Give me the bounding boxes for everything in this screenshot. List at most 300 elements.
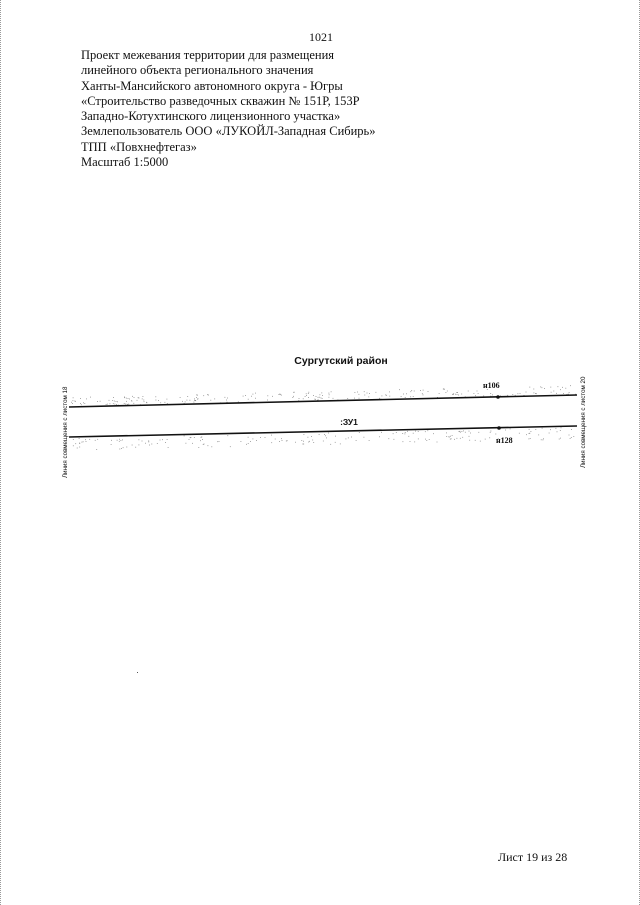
speckle xyxy=(407,431,408,432)
speckle xyxy=(255,398,256,399)
speckle xyxy=(299,398,300,399)
speckle xyxy=(230,446,231,447)
speckle xyxy=(155,396,156,397)
speckle xyxy=(469,436,470,437)
speckle xyxy=(455,394,456,395)
speckle xyxy=(544,388,545,389)
speckle xyxy=(312,440,313,441)
speckle xyxy=(79,447,80,448)
speckle xyxy=(124,397,125,398)
speckle xyxy=(446,433,447,434)
speckle xyxy=(319,397,320,398)
speckle xyxy=(403,394,404,395)
speckle xyxy=(100,401,101,402)
speckle xyxy=(446,392,447,393)
speckle xyxy=(492,395,493,396)
speckle xyxy=(196,395,197,396)
speckle xyxy=(529,439,530,440)
match-line-right-label: Линия совмещения с листом 20 xyxy=(580,376,587,468)
speckle xyxy=(192,443,193,444)
speckle xyxy=(425,439,426,440)
speckle xyxy=(410,441,411,442)
speckle xyxy=(194,437,195,438)
speckle xyxy=(433,433,434,434)
speckle xyxy=(465,432,466,433)
speckle xyxy=(478,393,479,394)
speckle xyxy=(308,437,309,438)
speckle xyxy=(112,400,113,401)
speckle xyxy=(333,398,334,399)
speckle xyxy=(402,433,403,434)
speckle xyxy=(303,444,304,445)
speckle xyxy=(470,433,471,434)
speckle xyxy=(359,432,360,433)
speckle xyxy=(308,393,309,394)
sheet-number-label: Лист 19 из 28 xyxy=(498,850,568,864)
speckle xyxy=(187,400,188,401)
speckle xyxy=(89,439,90,440)
speckle xyxy=(320,394,321,395)
speckle xyxy=(165,442,166,443)
speckle xyxy=(428,391,429,392)
speckle xyxy=(246,444,247,445)
speckle xyxy=(515,395,516,396)
speckle xyxy=(139,398,140,399)
speckle xyxy=(542,387,543,388)
speckle xyxy=(456,392,457,393)
speckle xyxy=(364,395,365,396)
map-drawing xyxy=(1,340,640,490)
speckle xyxy=(110,403,111,404)
speckle xyxy=(324,434,325,435)
speckle xyxy=(423,390,424,391)
speckle xyxy=(405,434,406,435)
speckle xyxy=(308,442,309,443)
speckle xyxy=(194,399,195,400)
speckle xyxy=(427,430,428,431)
speckle xyxy=(571,429,572,430)
title-line: Проект межевания территории для размещения xyxy=(81,48,335,62)
speckle xyxy=(518,393,519,394)
speckle xyxy=(217,441,218,442)
speckle xyxy=(453,393,454,394)
speckle xyxy=(410,396,411,397)
speckle xyxy=(368,397,369,398)
speckle xyxy=(540,387,541,388)
speckle xyxy=(329,393,330,394)
speckle xyxy=(541,439,542,440)
speckle xyxy=(535,429,536,430)
speckle xyxy=(238,402,239,403)
speckle xyxy=(243,396,244,397)
speckle xyxy=(450,436,451,437)
speckle xyxy=(526,392,527,393)
speckle xyxy=(126,401,127,402)
speckle xyxy=(569,392,570,393)
speckle xyxy=(167,403,168,404)
speckle xyxy=(519,433,520,434)
speckle xyxy=(452,394,453,395)
speckle xyxy=(282,440,283,441)
speckle xyxy=(452,435,453,436)
speckle xyxy=(119,439,120,440)
speckle xyxy=(219,441,220,442)
speckle xyxy=(423,395,424,396)
page-number: 1021 xyxy=(309,30,333,44)
speckle xyxy=(468,391,469,392)
speckle xyxy=(71,402,72,403)
district-label: Сургутский район xyxy=(294,355,388,367)
speckle xyxy=(422,393,423,394)
speckle xyxy=(275,439,276,440)
speckle xyxy=(335,442,336,443)
speckle xyxy=(553,391,554,392)
speckle xyxy=(364,437,365,438)
speckle xyxy=(318,400,319,401)
speckle xyxy=(560,430,561,431)
speckle xyxy=(385,395,386,396)
speckle xyxy=(316,396,317,397)
speckle xyxy=(369,440,370,441)
speckle xyxy=(142,399,143,400)
speckle xyxy=(281,395,282,396)
speckle xyxy=(379,436,380,437)
title-line: линейного объекта регионального значения xyxy=(81,63,314,78)
speckle xyxy=(156,400,157,401)
speckle xyxy=(359,398,360,399)
speckle xyxy=(535,393,536,394)
speckle xyxy=(184,436,185,437)
speckle xyxy=(113,403,114,404)
speckle xyxy=(271,435,272,436)
speckle xyxy=(408,436,409,437)
speckle xyxy=(127,404,128,405)
speckle xyxy=(128,404,129,405)
speckle xyxy=(550,429,551,430)
speckle xyxy=(538,435,539,436)
speckle xyxy=(281,438,282,439)
speckle xyxy=(79,443,80,444)
speckle xyxy=(75,443,76,444)
speckle xyxy=(420,390,421,391)
speckle xyxy=(318,397,319,398)
speckle xyxy=(463,431,464,432)
speckle xyxy=(303,398,304,399)
speckle xyxy=(133,403,134,404)
speckle xyxy=(475,440,476,441)
speckle xyxy=(265,437,266,438)
speckle xyxy=(295,442,296,443)
speckle xyxy=(558,386,559,387)
speckle xyxy=(304,434,305,435)
speckle xyxy=(143,400,144,401)
speckle xyxy=(411,390,412,391)
speckle xyxy=(73,397,74,398)
speckle xyxy=(109,400,110,401)
speckle xyxy=(495,434,496,435)
speckle xyxy=(305,396,306,397)
speckle xyxy=(198,447,199,448)
speckle xyxy=(132,445,133,446)
speckle xyxy=(529,429,530,430)
speckle xyxy=(303,441,304,442)
speckle xyxy=(414,442,415,443)
speckle xyxy=(160,402,161,403)
speckle xyxy=(90,397,91,398)
speckle xyxy=(157,443,158,444)
speckle xyxy=(413,433,414,434)
boundary-point-top xyxy=(496,395,500,399)
speckle xyxy=(447,391,448,392)
speckle xyxy=(556,428,557,429)
speckle xyxy=(128,398,129,399)
speckle xyxy=(253,394,254,395)
speckle xyxy=(520,393,521,394)
speckle xyxy=(311,436,312,437)
speckle xyxy=(437,442,438,443)
speckle xyxy=(143,396,144,397)
speckle xyxy=(561,427,562,428)
speckle xyxy=(418,439,419,440)
speckle xyxy=(563,393,564,394)
speckle xyxy=(287,440,288,441)
speckle xyxy=(250,441,251,442)
speckle xyxy=(132,401,133,402)
speckle xyxy=(132,396,133,397)
speckle xyxy=(256,440,257,441)
speckle xyxy=(457,438,458,439)
speckle xyxy=(202,439,203,440)
speckle xyxy=(144,401,145,402)
speckle xyxy=(418,431,419,432)
speckle xyxy=(85,439,86,440)
speckle xyxy=(449,437,450,438)
title-line: Ханты-Мансийского автономного округа - Югры xyxy=(81,78,343,93)
speckle xyxy=(571,437,572,438)
speckle xyxy=(160,440,161,441)
speckle xyxy=(260,437,261,438)
speckle xyxy=(301,440,302,441)
speckle xyxy=(72,403,73,404)
speckle xyxy=(490,393,491,394)
speckle xyxy=(80,398,81,399)
speckle xyxy=(123,447,124,448)
speckle xyxy=(560,389,561,390)
speckle xyxy=(139,445,140,446)
speckle xyxy=(82,442,83,443)
speckle xyxy=(533,389,534,390)
speckle xyxy=(84,403,85,404)
parcel-label: :ЗУ1 xyxy=(340,417,358,427)
speckle xyxy=(197,399,198,400)
speckle xyxy=(267,400,268,401)
speckle xyxy=(73,445,74,446)
speckle xyxy=(139,439,140,440)
speckle xyxy=(394,439,395,440)
speckle xyxy=(491,431,492,432)
speckle xyxy=(180,397,181,398)
speckle xyxy=(426,440,427,441)
speckle xyxy=(271,442,272,443)
speckle xyxy=(357,392,358,393)
speckle xyxy=(245,395,246,396)
speckle xyxy=(148,442,149,443)
speckle xyxy=(292,397,293,398)
speckle xyxy=(460,432,461,433)
speckle xyxy=(201,437,202,438)
speckle xyxy=(279,441,280,442)
speckle xyxy=(386,395,387,396)
speckle xyxy=(529,433,530,434)
speckle xyxy=(529,387,530,388)
speckle xyxy=(151,444,152,445)
speckle xyxy=(459,431,460,432)
speckle xyxy=(248,443,249,444)
speckle xyxy=(460,438,461,439)
speckle xyxy=(469,440,470,441)
speckle xyxy=(279,394,280,395)
speckle xyxy=(117,440,118,441)
speckle xyxy=(376,392,377,393)
speckle xyxy=(457,394,458,395)
speckle xyxy=(478,432,479,433)
speckle xyxy=(190,400,191,401)
title-line: «Строительство разведочных скважин № 151Р, 153Р xyxy=(81,93,360,108)
speckle xyxy=(346,439,347,440)
speckle xyxy=(253,439,254,440)
speckle xyxy=(97,439,98,440)
speckle xyxy=(255,393,256,394)
speckle xyxy=(168,447,169,448)
speckle xyxy=(106,404,107,405)
speckle xyxy=(329,394,330,395)
speckle xyxy=(83,441,84,442)
speckle xyxy=(194,400,195,401)
speckle xyxy=(549,433,550,434)
speckle xyxy=(210,400,211,401)
speckle xyxy=(462,431,463,432)
speckle xyxy=(340,444,341,445)
speckle xyxy=(111,444,112,445)
speckle xyxy=(570,438,571,439)
parcel-boundary-top xyxy=(69,395,577,407)
speckle xyxy=(388,438,389,439)
speckle xyxy=(119,449,120,450)
speckle xyxy=(191,437,192,438)
speckle xyxy=(77,448,78,449)
speckle xyxy=(556,393,557,394)
speckle xyxy=(80,403,81,404)
speckle xyxy=(251,396,252,397)
speckle xyxy=(165,402,166,403)
speckle xyxy=(569,435,570,436)
speckle xyxy=(267,395,268,396)
speckle xyxy=(322,395,323,396)
speckle xyxy=(559,439,560,440)
speckle xyxy=(116,404,117,405)
land-user-line: Землепользователь ООО «ЛУКОЙЛ-Западная Сибирь» xyxy=(81,124,376,139)
speckle xyxy=(444,389,445,390)
speckle xyxy=(331,391,332,392)
speckle xyxy=(185,402,186,403)
speckle xyxy=(403,441,404,442)
speckle xyxy=(543,440,544,441)
speckle xyxy=(97,401,98,402)
speckle xyxy=(510,429,511,430)
speckle xyxy=(425,431,426,432)
speckle xyxy=(293,396,294,397)
speckle xyxy=(148,441,149,442)
speckle xyxy=(451,438,452,439)
speckle xyxy=(147,402,148,403)
speckle xyxy=(107,404,108,405)
speckle xyxy=(335,436,336,437)
speckle xyxy=(113,397,114,398)
speckle xyxy=(543,438,544,439)
speckle xyxy=(536,393,537,394)
speckle xyxy=(323,441,324,442)
speckle xyxy=(485,439,486,440)
speckle xyxy=(454,439,455,440)
speckle xyxy=(356,440,357,441)
speckle xyxy=(115,404,116,405)
speckle xyxy=(526,434,527,435)
speckle xyxy=(530,438,531,439)
speckle xyxy=(469,431,470,432)
scan-speck xyxy=(137,672,138,673)
speckle xyxy=(162,439,163,440)
speckle xyxy=(83,402,84,403)
speckle xyxy=(167,439,168,440)
speckle xyxy=(203,444,204,445)
speckle xyxy=(227,398,228,399)
tpp-line: ТПП «Повхнефтегаз» xyxy=(81,139,197,154)
speckle xyxy=(214,399,215,400)
title-line: Западно-Котухтинского лицензионного участка» xyxy=(81,109,341,124)
speckle xyxy=(405,397,406,398)
speckle xyxy=(329,397,330,398)
speckle xyxy=(565,388,566,389)
speckle xyxy=(201,437,202,438)
speckle xyxy=(200,440,201,441)
match-line-left-label: Линия совмещения с листом 18 xyxy=(62,386,69,478)
speckle xyxy=(117,401,118,402)
speckle xyxy=(308,392,309,393)
speckle xyxy=(319,434,320,435)
speckle xyxy=(208,445,209,446)
speckle xyxy=(414,391,415,392)
speckle xyxy=(73,439,74,440)
speckle xyxy=(453,394,454,395)
speckle xyxy=(512,394,513,395)
speckle xyxy=(135,447,136,448)
speckle xyxy=(354,398,355,399)
speckle xyxy=(507,395,508,396)
speckle xyxy=(116,401,117,402)
map-svg xyxy=(1,340,640,490)
speckle xyxy=(248,399,249,400)
speckle xyxy=(114,401,115,402)
speckle xyxy=(248,437,249,438)
speckle xyxy=(279,394,280,395)
speckle xyxy=(208,395,209,396)
speckle xyxy=(306,395,307,396)
scale-line: Масштаб 1:5000 xyxy=(81,155,169,170)
speckle xyxy=(439,393,440,394)
speckle xyxy=(568,394,569,395)
speckle xyxy=(81,404,82,405)
speckle xyxy=(534,393,535,394)
